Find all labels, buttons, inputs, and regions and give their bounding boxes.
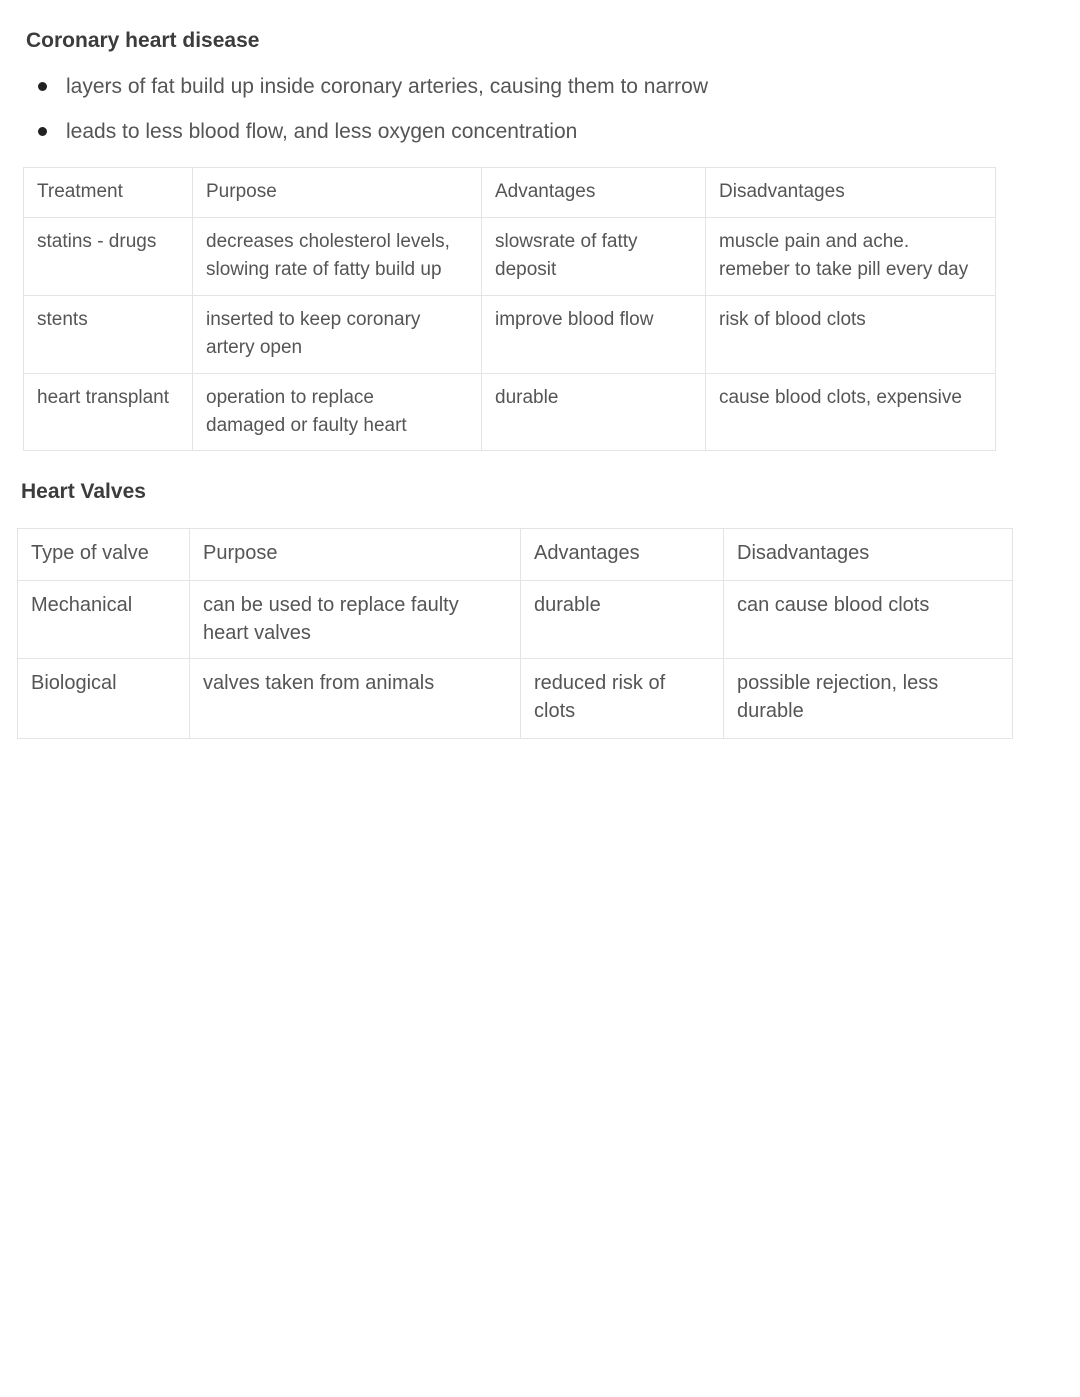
table-cell: [193, 218, 482, 296]
table-cell: [18, 581, 190, 659]
bullet-text: leads to less blood flow, and less oxygen concentration: [66, 120, 578, 143]
cell-text: valves taken from animals: [203, 672, 435, 694]
table-cell: [706, 374, 996, 451]
cell-text: Biological: [31, 672, 117, 694]
table-cell: [24, 296, 193, 374]
table-cell: [521, 659, 724, 739]
cell-text: slowsrate of fatty deposit: [495, 231, 638, 280]
cell-text: can cause blood clots: [737, 594, 930, 616]
header-advantages: Advantages: [495, 181, 596, 202]
header-type-of-valve: Type of valve: [31, 542, 149, 564]
header-cell: [482, 168, 706, 218]
table-cell: [24, 218, 193, 296]
cell-text: inserted to keep coronary artery open: [206, 309, 421, 358]
treatments-table: [23, 167, 996, 451]
table-header-row: [24, 168, 996, 218]
cell-text: decreases cholesterol levels, slowing rate of fatty build up: [206, 231, 450, 280]
cell-text: stents: [37, 309, 88, 330]
cell-text: reduced risk of clots: [534, 672, 666, 722]
table-cell: [482, 374, 706, 451]
cell-text: can be used to replace faulty heart valves: [203, 594, 459, 644]
header-advantages: Advantages: [534, 542, 640, 564]
cell-text: muscle pain and ache. remeber to take pill every day: [719, 231, 969, 280]
table-cell: [190, 659, 521, 739]
header-cell: [190, 529, 521, 581]
table-row: [18, 581, 1013, 659]
cell-text: durable: [495, 387, 559, 408]
cell-text: statins - drugs: [37, 231, 157, 252]
table-cell: [482, 296, 706, 374]
table-cell: [193, 296, 482, 374]
table-row: [24, 296, 996, 374]
header-purpose: Purpose: [203, 542, 278, 564]
header-treatment: Treatment: [37, 181, 123, 202]
cell-text: operation to replace damaged or faulty heart: [206, 387, 407, 436]
bullet-item: [34, 70, 708, 115]
bullet-item: [34, 115, 708, 160]
cell-text: durable: [534, 594, 601, 616]
heart-valves-title: Heart Valves: [21, 480, 146, 503]
bullet-text: layers of fat build up inside coronary arteries, causing them to narrow: [66, 75, 708, 98]
table-header-row: [18, 529, 1013, 581]
header-purpose: Purpose: [206, 181, 277, 202]
table-cell: [521, 581, 724, 659]
cell-text: Mechanical: [31, 594, 133, 616]
header-cell: [193, 168, 482, 218]
table-cell: [193, 374, 482, 451]
table-cell: [724, 581, 1013, 659]
header-disadvantages: Disadvantages: [719, 181, 845, 202]
table-row: [18, 659, 1013, 739]
table-cell: [18, 659, 190, 739]
header-cell: [724, 529, 1013, 581]
table-row: [24, 218, 996, 296]
cell-text: improve blood flow: [495, 309, 654, 330]
header-cell: [18, 529, 190, 581]
cell-text: cause blood clots, expensive: [719, 387, 962, 408]
table-cell: [706, 296, 996, 374]
header-cell: [706, 168, 996, 218]
coronary-bullet-list: [34, 70, 708, 160]
bullet-dot-icon: [38, 127, 47, 136]
table-cell: [706, 218, 996, 296]
table-cell: [724, 659, 1013, 739]
header-cell: [24, 168, 193, 218]
coronary-heart-disease-title: Coronary heart disease: [26, 29, 260, 52]
table-cell: [482, 218, 706, 296]
table-cell: [24, 374, 193, 451]
bullet-dot-icon: [38, 82, 47, 91]
cell-text: possible rejection, less durable: [737, 672, 939, 722]
header-cell: [521, 529, 724, 581]
table-cell: [190, 581, 521, 659]
cell-text: heart transplant: [37, 387, 170, 408]
heart-valves-table: [17, 528, 1013, 739]
cell-text: risk of blood clots: [719, 309, 866, 330]
table-row: [24, 374, 996, 451]
header-disadvantages: Disadvantages: [737, 542, 870, 564]
